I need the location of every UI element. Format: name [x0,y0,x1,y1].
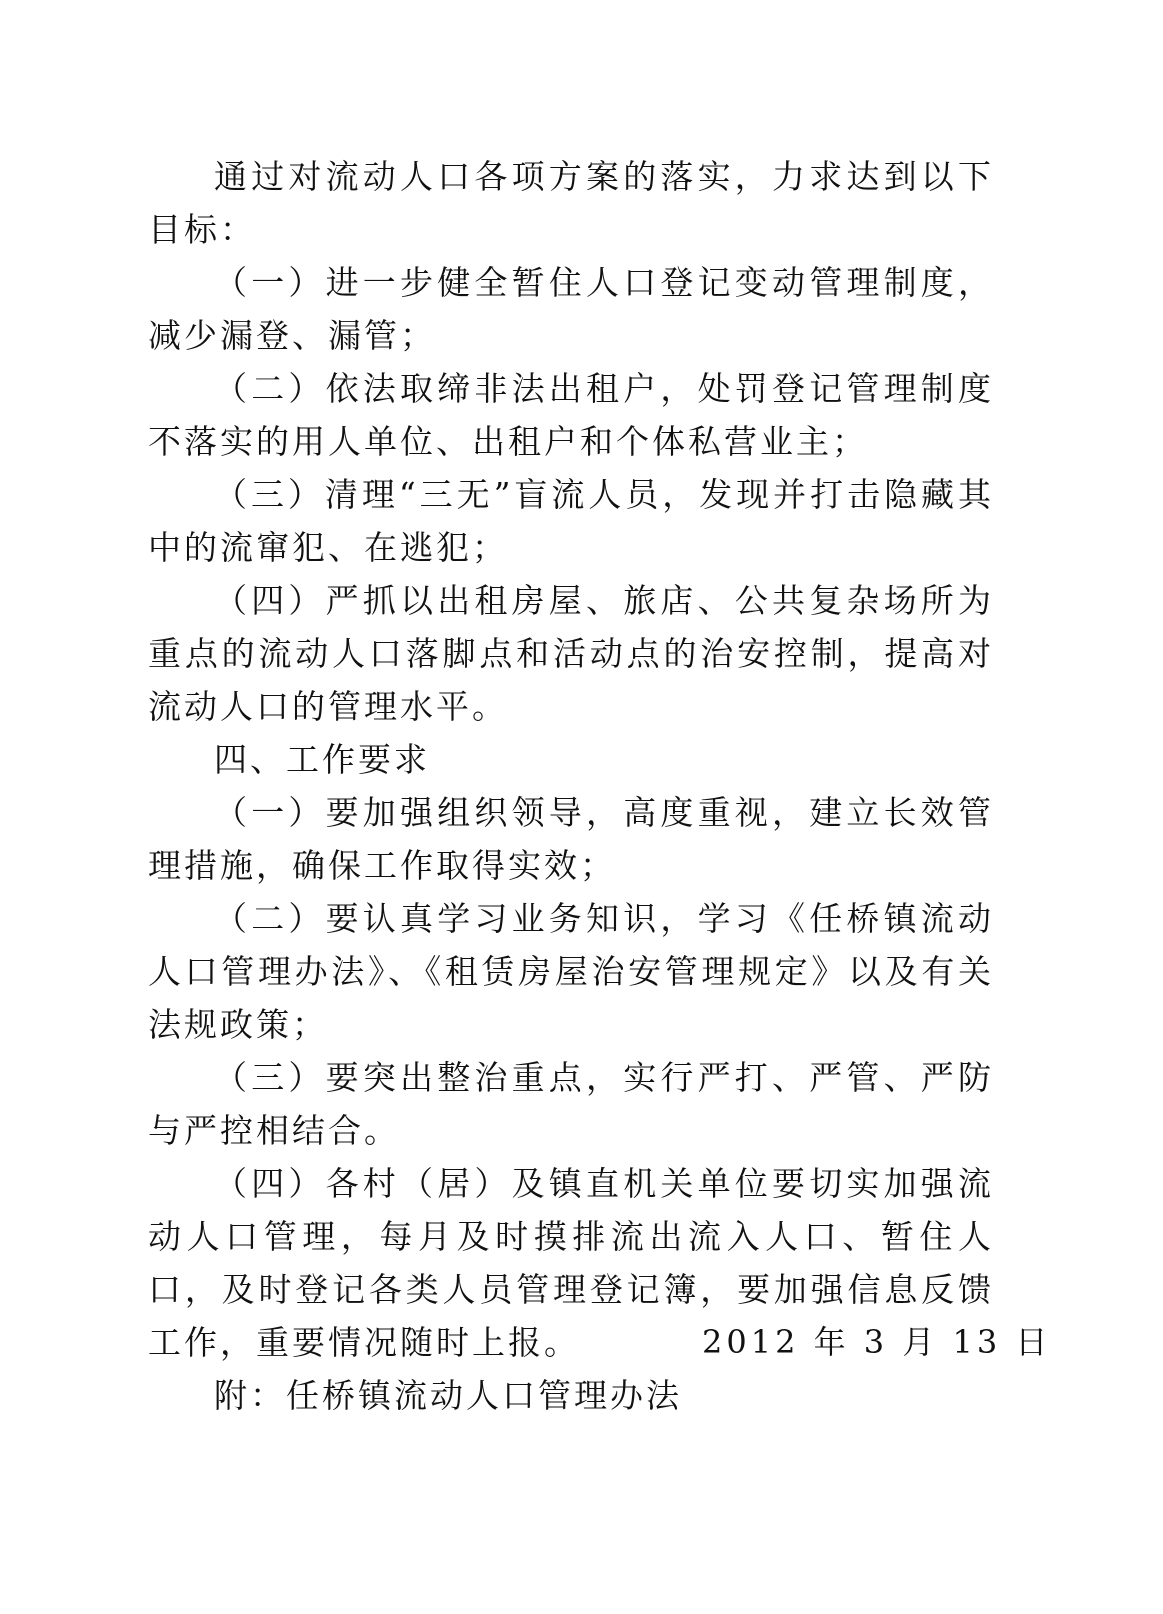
paragraph-goals-intro: 通过对流动人口各项方案的落实，力求达到以下目标： [148,157,994,249]
attachment-note: 附：任桥镇流动人口管理办法 [214,1376,682,1415]
paragraph-requirement-2: （二）要认真学习业务知识，学习《任桥镇流动人口管理办法》、《租赁房屋治安管理规定》以及有关法规政策； [148,899,994,1044]
paragraph-goal-3: （三）清理“三无”盲流人员，发现并打击隐藏其中的流窜犯、在逃犯； [148,475,994,567]
paragraph-requirement-1: （一）要加强组织领导，高度重视，建立长效管理措施，确保工作取得实效； [148,793,994,885]
paragraph-goal-2: （二）依法取缔非法出租户，处罚登记管理制度不落实的用人单位、出租户和个体私营业主； [148,369,994,461]
paragraph-goal-4: （四）严抓以出租房屋、旅店、公共复杂场所为重点的流动人口落脚点和活动点的治安控制，提高对流动人口的管理水平。 [148,581,994,726]
paragraph-requirement-4: （四）各村（居）及镇直机关单位要切实加强流动人口管理，每月及时摸排流出流入人口、暂住人口，及时登记各类人员管理登记簿，要加强信息反馈工作，重要情况随时上报。 [148,1164,994,1362]
section-heading-work-requirements: 四、工作要求 [214,740,430,779]
paragraph-requirement-3: （三）要突出整治重点，实行严打、严管、严防与严控相结合。 [148,1058,994,1150]
paragraph-goal-1: （一）进一步健全暂住人口登记变动管理制度，减少漏登、漏管； [148,263,994,355]
document-body [148,150,994,1422]
document-date: 2012 年 3 月 13 日 [702,1323,1052,1361]
